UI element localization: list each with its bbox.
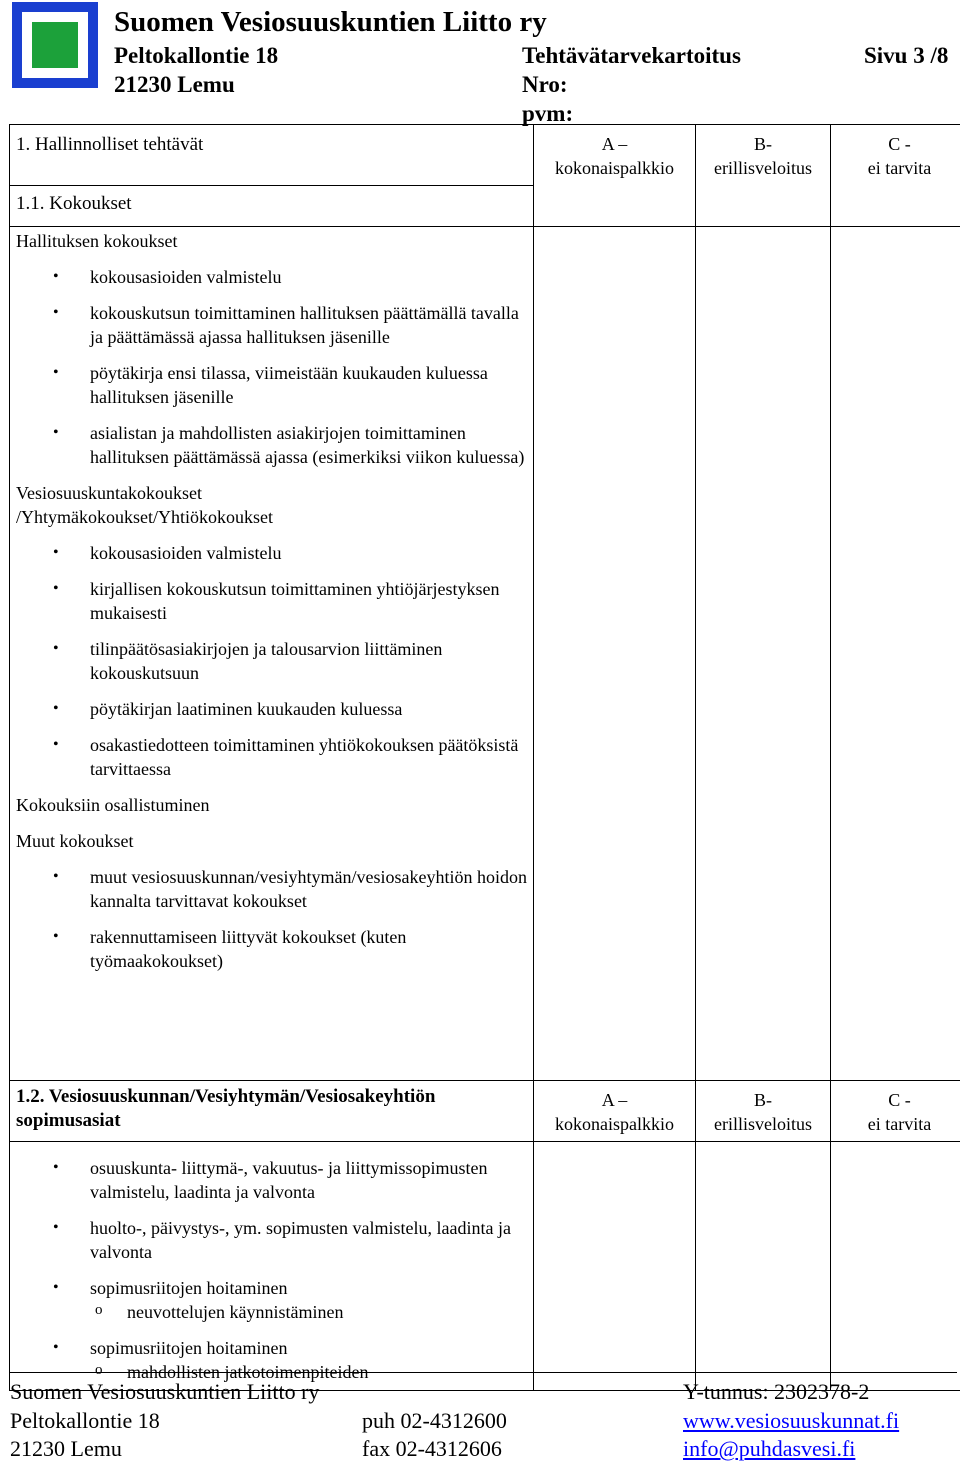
footer-website-link[interactable]: www.vesiosuuskunnat.fi [683, 1408, 900, 1433]
list-item: • tilinpäätösasiakirjojen ja talousarvion liittäminen kokouskutsuun [16, 637, 533, 685]
column-c-header: C - ei tarvita [831, 1081, 960, 1142]
section2-heading: 1.2. Vesiosuuskunnan/Vesiyhtymän/Vesiosakeyhtiön sopimusasiat [16, 1086, 436, 1131]
header-city: 21230 Lemu [114, 72, 235, 97]
list-item: • kokousasioiden valmistelu [16, 541, 533, 565]
footer-business-id: Y-tunnus: 2302378-2 [683, 1379, 870, 1404]
footer-email-link[interactable]: info@puhdasvesi.fi [683, 1436, 856, 1461]
column-c-cell[interactable] [831, 1142, 960, 1391]
column-c-header: C - ei tarvita [831, 125, 960, 227]
column-b-cell[interactable] [696, 227, 831, 1081]
general-meetings-heading: Vesiosuuskuntakokoukset /Yhtymäkokoukset/Yhtiökokoukset [16, 483, 273, 527]
header-nro-label: Nro: [522, 72, 568, 97]
list-item: • osakastiedotteen toimittaminen yhtiökokouksen päätöksistä tarvittaessa [16, 733, 533, 781]
column-a-header: A – kokonaispalkkio [534, 125, 696, 227]
footer-divider [9, 1372, 957, 1373]
section2-content-row [10, 1142, 960, 1391]
header-org-name: Suomen Vesiosuuskuntien Liitto ry [114, 6, 547, 38]
footer-phone: puh 02-4312600 [362, 1408, 507, 1433]
header-pvm-label: pvm: [522, 101, 574, 126]
section1-content-row [10, 227, 960, 1081]
list-item: • sopimusriitojen hoitaminen [16, 1336, 533, 1360]
header-doc-title: Tehtävätarvekartoitus [522, 43, 741, 68]
section1-heading: 1. Hallinnolliset tehtävät [16, 134, 204, 155]
footer-fax: fax 02-4312606 [362, 1436, 502, 1461]
column-b-header: B- erillisveloitus [696, 125, 831, 227]
subsection-1-1-heading: 1.1. Kokoukset [16, 193, 132, 214]
column-a-cell[interactable] [534, 227, 696, 1081]
column-b-header: B- erillisveloitus [696, 1081, 831, 1142]
list-item: • huolto-, päivystys-, ym. sopimusten valmistelu, laadinta ja valvonta [16, 1216, 533, 1264]
section1-header-row [10, 125, 960, 186]
list-item: • kokouskutsun toimittaminen hallituksen päättämällä tavalla ja päättämässä ajassa hallituksen jäsenille [16, 301, 533, 349]
column-a-header: A – kokonaispalkkio [534, 1081, 696, 1142]
board-meetings-heading: Hallituksen kokoukset [16, 231, 178, 251]
list-item: • sopimusriitojen hoitaminen [16, 1276, 533, 1300]
list-item: • pöytäkirjan laatiminen kuukauden kuluessa [16, 697, 533, 721]
sub-list-item: o mahdollisten jatkotoimenpiteiden [16, 1360, 533, 1384]
column-a-cell[interactable] [534, 1142, 696, 1391]
list-item: • rakennuttamiseen liittyvät kokoukset (kuten työmaakokoukset) [16, 925, 533, 973]
footer-city: 21230 Lemu [10, 1436, 122, 1461]
list-item: • kirjallisen kokouskutsun toimittaminen yhtiöjärjestyksen mukaisesti [16, 577, 533, 625]
header-page-number: Sivu 3 /8 [864, 43, 949, 68]
list-item: • kokousasioiden valmistelu [16, 265, 533, 289]
list-item: • muut vesiosuuskunnan/vesiyhtymän/vesiosakeyhtiön hoidon kannalta tarvittavat kokoukset [16, 865, 533, 913]
footer-street: Peltokallontie 18 [10, 1408, 160, 1433]
org-logo [12, 2, 98, 88]
footer-org-name: Suomen Vesiosuuskuntien Liitto ry [10, 1379, 320, 1404]
participation-heading: Kokouksiin osallistuminen [16, 795, 210, 815]
sub-list-item: o neuvottelujen käynnistäminen [16, 1300, 533, 1324]
column-b-cell[interactable] [696, 1142, 831, 1391]
list-item: • osuuskunta- liittymä-, vakuutus- ja liittymissopimusten valmistelu, laadinta ja valvonta [16, 1156, 533, 1204]
list-item: • asialistan ja mahdollisten asiakirjojen toimittaminen hallituksen päättämässä ajassa (esimerkiksi viikon kuluessa) [16, 421, 533, 469]
header-street: Peltokallontie 18 [114, 43, 279, 68]
list-item: • pöytäkirja ensi tilassa, viimeistään kuukauden kuluessa hallituksen jäsenille [16, 361, 533, 409]
section2-header-row [10, 1081, 960, 1142]
column-c-cell[interactable] [831, 227, 960, 1081]
task-table [9, 124, 960, 1391]
other-meetings-heading: Muut kokoukset [16, 831, 134, 851]
